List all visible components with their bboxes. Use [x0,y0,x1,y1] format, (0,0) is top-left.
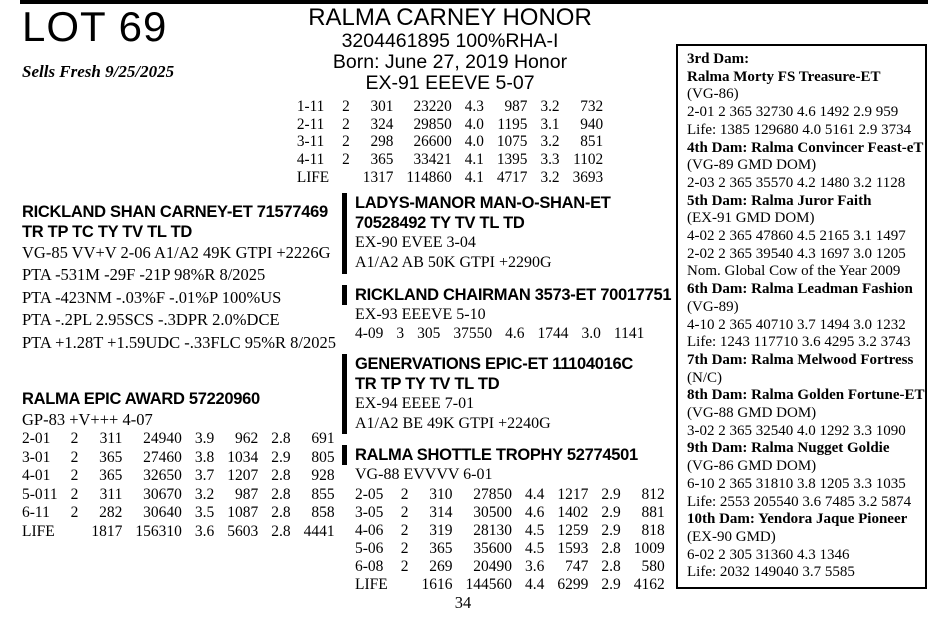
record-cell: 1259 [557,521,589,539]
record-cell: 30500 [473,503,512,521]
lactation-records-body [297,98,603,187]
record-cell: 35600 [473,539,512,557]
record-cell: 298 [370,133,394,151]
text-line: EX-94 EEEE 7-01 [355,394,475,412]
pedigree-block-dam-of-sire [342,285,672,343]
record-cell: 3 [396,324,405,342]
record-cell: 1317 [362,168,394,186]
record-cell: 4162 [633,575,665,593]
record-cell: 2.9 [601,575,621,593]
record-cell: 30640 [143,504,182,522]
record-cell: 324 [370,115,394,133]
text-line: PTA -.2PL 2.95SCS -.3DPR 2.0%DCE [22,310,280,330]
record-cell: 3693 [572,168,604,186]
text-line: 2-03 2 365 35570 4.2 1480 3.2 1128 [687,174,906,191]
record-cell: 2.9 [271,448,291,466]
animal-name: RALMA CARNEY HONOR [308,4,592,31]
text-line: 2-02 2 365 39540 4.3 1697 3.0 1205 [687,245,906,262]
record-cell: 2 [342,151,350,169]
record-cell: 855 [311,485,335,503]
born-line: Born: June 27, 2019 Honor [332,51,568,73]
record-cell: 2.8 [601,557,621,575]
record-cell: 6-08 [355,557,384,575]
record-cell: 2 [400,539,409,557]
sire-title [22,202,338,242]
record-cell: 2 [70,430,79,448]
record-row [297,98,603,116]
record-cell [58,523,79,542]
record-cell: 2 [400,521,409,539]
record-cell: 156310 [135,523,182,540]
record-cell: 2 [400,485,409,503]
animal-header [265,4,635,187]
record-cell: 1593 [557,539,589,557]
text-line: 10th Dam: Yendora Jaque Pioneer [687,511,908,528]
record-row [297,116,603,134]
text-line: (VG-88 GMD DOM) [687,405,817,422]
record-cell: 1009 [633,539,665,557]
text-line: 7th Dam: Ralma Melwood Fortress [687,351,914,368]
record-cell: 2 [342,98,350,115]
record-cell: 4.6 [505,324,525,342]
record-cell: 5-011 [22,485,58,503]
record-cell: 2 [400,503,409,521]
record-cell: 33421 [413,151,452,169]
text-line: RALMA EPIC AWARD 57220960 [22,390,260,409]
record-cell: 1817 [91,523,123,540]
record-cell: 2.9 [601,521,621,539]
text-line: RICKLAND SHAN CARNEY-ET 71577469 [22,203,328,221]
text-line: Life: 1243 117710 3.6 4295 3.2 3743 [687,334,911,351]
record-cell: 4.0 [464,115,484,133]
text-line: VG-88 EVVVV 6-01 [355,466,493,484]
text-line: 9th Dam: Ralma Nugget Goldie [687,440,890,457]
record-cell: 4.1 [464,151,484,169]
record-row [355,522,665,540]
record-cell: 3.2 [540,133,560,151]
pedigree-block-sire-of-sire [342,193,672,274]
text-line: Life: 1385 129680 4.0 5161 2.9 3734 [687,121,912,138]
record-cell: 2-05 [355,485,384,503]
record-cell: 2.8 [271,467,291,485]
dam-records-table [22,430,335,542]
record-cell: 4-01 [22,467,51,485]
record-cell: 2.8 [271,485,291,503]
record-cell: 732 [580,98,604,115]
record-cell: 2.8 [271,523,291,540]
record-cell: 691 [311,430,335,448]
record-cell: 3.1 [540,115,560,133]
record-cell: 812 [641,485,665,503]
text-line: (VG-89) [687,298,739,315]
text-line: (VG-86 GMD DOM) [687,458,817,475]
record-cell: 2 [70,467,79,485]
record-cell: 3-05 [355,503,384,521]
record-row [22,430,335,449]
text-line: 4-02 2 365 47860 4.5 2165 3.1 1497 [687,228,906,245]
record-cell: LIFE [22,523,55,540]
record-cell: 4.4 [524,485,545,503]
dam-records-body [22,430,335,542]
record-cell: 2-11 [296,115,325,133]
record-cell: 3.5 [194,504,215,522]
record-cell: 5603 [227,523,259,540]
text-line: 5th Dam: Ralma Juror Faith [687,192,872,209]
text-line: A1/A2 AB 50K GTPI +2290G [355,254,552,272]
maternal-line-box [676,44,927,589]
pedigree-title [355,193,672,233]
record-cell: 26600 [413,133,452,151]
text-line: 8th Dam: Ralma Golden Fortune-ET [687,387,925,404]
record-row [355,504,665,522]
record-cell: 1141 [613,324,645,342]
text-line: 6-10 2 365 31810 3.8 1205 3.3 1035 [687,475,906,492]
classification-line: EX-91 EEEVE 5-07 [365,72,535,94]
text-line: (EX-91 GMD DOM) [687,210,815,227]
record-cell: 2.9 [601,503,621,521]
record-cell: LIFE [296,168,330,186]
text-line: EX-93 EEEVE 5-10 [355,305,486,323]
record-cell: 2 [70,485,79,503]
lot-number: LOT 69 [22,3,168,50]
sire-details [22,242,338,354]
record-row [22,523,335,542]
record-cell: 4.4 [524,575,545,593]
record-cell: 3.6 [194,523,215,540]
pedigree-rest [355,305,672,343]
text-line: GP-83 +V+++ 4-07 [22,410,153,430]
pedigree-details [355,305,672,325]
text-line: A1/A2 BE 49K GTPI +2240G [355,415,551,433]
text-line: 4-10 2 365 40710 3.7 1494 3.0 1232 [687,316,906,333]
record-cell: 365 [429,539,453,557]
record-cell: 2.8 [271,430,291,448]
text-line: Nom. Global Cow of the Year 2009 [687,263,901,280]
pedigree-title [342,285,672,305]
record-cell: 4.5 [524,521,545,539]
record-row [22,467,335,486]
text-line: 3-02 2 365 32540 4.0 1292 3.3 1090 [687,422,906,439]
record-cell: 311 [99,485,123,503]
pedigree-records-body [355,486,665,594]
record-cell: 4.1 [464,168,484,186]
record-cell: 269 [429,557,453,575]
record-cell: 5-06 [355,539,384,557]
text-line: (EX-90 GMD) [687,528,776,545]
record-cell: 1195 [497,115,528,133]
record-cell: 858 [311,504,335,522]
record-cell: 3.2 [194,485,215,503]
record-cell [329,169,350,187]
pedigree-details [355,233,672,274]
record-cell: 4-09 [355,324,384,342]
text-line: (VG-89 GMD DOM) [687,157,817,174]
record-cell: 3-11 [296,133,325,151]
pedigree-records-body [355,325,644,343]
record-cell: 580 [641,557,665,575]
record-cell: 4-11 [296,151,325,169]
record-cell: 1102 [573,151,604,169]
record-cell: 1-11 [296,98,325,115]
record-cell: 20490 [473,557,512,575]
record-cell: 2 [342,133,350,151]
record-cell: 4.5 [524,539,545,557]
record-cell: 818 [641,521,665,539]
text-line: (VG-86) [687,86,739,103]
maternal-line-text [687,51,925,582]
pedigree-block-dam-of-dam [342,445,672,593]
text-line: RICKLAND CHAIRMAN 3573-ET 70017751 [355,285,672,304]
lot-header [22,4,174,82]
record-cell: 2-01 [22,430,51,448]
record-cell: 2 [70,448,79,466]
record-cell: 2.9 [601,485,621,503]
record-cell: 32650 [143,467,182,485]
text-line: VG-85 VV+V 2-06 A1/A2 49K GTPI +2226G [22,243,331,262]
record-row [355,325,644,343]
record-cell: 881 [641,503,665,521]
text-line: 6th Dam: Ralma Leadman Fashion [687,281,913,298]
record-cell: 1207 [227,467,259,485]
record-cell: 851 [580,133,604,151]
dam-title [22,389,338,409]
record-cell: 365 [99,467,123,485]
record-cell: 37550 [453,324,493,342]
text-line: (N/C) [687,369,722,386]
page-number: 34 [454,593,472,612]
record-cell: 2 [342,115,350,133]
record-cell: 1217 [557,485,589,503]
record-cell: 114860 [406,168,452,186]
record-cell: 1402 [557,503,589,521]
record-cell: 3-01 [22,448,51,466]
record-cell: 4.6 [524,503,545,521]
sells-fresh-note: Sells Fresh 9/25/2025 [22,62,175,81]
record-cell: 3.2 [540,168,560,186]
record-row [22,449,335,468]
lactation-records-table [297,98,603,187]
text-line: PTA -531M -29F -21P 98%R 8/2025 [22,265,266,285]
text-line: 3rd Dam: [687,51,750,67]
record-cell: 310 [429,485,453,503]
record-cell: 6-11 [22,504,50,522]
record-row [355,576,665,594]
sire-block [22,202,338,354]
record-cell: 928 [311,467,335,485]
pedigree-records-table [355,325,644,343]
record-cell: 3.9 [194,430,215,448]
pedigree-column [342,193,672,605]
pedigree-title [342,445,672,465]
pedigree-details [355,465,672,485]
record-cell: LIFE [355,575,388,593]
record-cell: 4717 [496,168,528,186]
text-line: EX-90 EVEE 3-04 [355,234,476,251]
record-cell: 23220 [413,98,452,115]
text-line: TR TP TY TV TL TD [355,374,500,393]
record-cell: 2.8 [601,539,621,557]
text-line: GENERVATIONS EPIC-ET 11104016C [355,354,634,373]
text-line: RALMA SHOTTLE TROPHY 52774501 [355,446,638,465]
text-line: TR TP TC TY TV TL TD [22,223,193,241]
record-cell: 6299 [557,575,589,593]
record-cell: 987 [234,485,259,503]
record-cell: 3.3 [540,151,560,169]
record-row [355,486,665,504]
record-cell: 27850 [473,485,512,503]
record-cell: 805 [311,448,335,466]
pedigree-details [355,394,672,435]
record-cell: 24940 [143,430,182,448]
text-line: 2-01 2 365 32730 4.6 1492 2.9 959 [687,104,899,121]
text-line: 6-02 2 305 31360 4.3 1346 [687,546,850,563]
dam-block [22,389,338,542]
record-cell: 314 [429,503,453,521]
record-cell: 305 [417,324,441,342]
registration-line: 3204461895 100%RHA-I [341,30,559,52]
pedigree-records-table [355,486,665,594]
record-cell: 3.8 [194,448,215,466]
record-cell: 4-06 [355,521,384,539]
left-column [22,202,338,542]
text-line: LADYS-MANOR MAN-O-SHAN-ET [355,194,611,212]
record-cell: 30670 [143,485,182,503]
dam-details [22,409,338,430]
pedigree-block-sire-of-dam [342,354,672,435]
text-line: 70528492 TY TV TL TD [355,214,525,232]
record-cell: 28130 [473,521,512,539]
text-line: PTA +1.28T +1.59UDC -.33FLC 95%R 8/2025 [22,332,337,352]
record-cell: 1395 [496,151,528,169]
record-row [297,151,603,169]
record-cell: 2 [400,557,409,575]
record-cell: 3.6 [524,557,545,575]
record-cell: 1087 [227,504,259,522]
record-row [355,540,665,558]
record-cell: 3.0 [581,324,601,342]
text-line: Life: 2032 149040 3.7 5585 [687,564,855,581]
record-row [22,504,335,523]
record-cell: 987 [504,98,528,115]
record-row [297,169,603,187]
record-row [355,558,665,576]
record-cell: 282 [99,504,123,522]
record-cell: 2.8 [271,504,291,522]
record-cell: 27460 [143,448,182,466]
record-cell: 2 [70,504,79,522]
record-cell: 365 [370,151,394,169]
record-row [22,486,335,505]
text-line: PTA -423NM -.03%F -.01%P 100%US [22,287,282,307]
text-line: 4th Dam: Ralma Convincer Feast-eT [687,139,924,156]
record-cell: 1744 [537,324,569,342]
record-cell: 319 [429,521,453,539]
record-cell: 940 [580,115,604,133]
record-cell: 1075 [496,133,528,151]
record-cell: 29850 [413,115,452,133]
text-line: Ralma Morty FS Treasure-ET [687,68,881,85]
record-row [297,133,603,151]
record-cell: 3.7 [194,467,215,485]
pedigree-title [355,354,672,394]
record-cell: 747 [565,557,589,575]
record-cell: 1034 [227,448,259,466]
record-cell [388,576,409,594]
record-cell: 4.3 [464,98,484,115]
record-cell: 144560 [465,575,512,593]
record-cell: 962 [234,430,259,448]
record-cell: 3.2 [540,98,560,115]
record-cell: 365 [99,448,123,466]
record-cell: 4441 [303,523,335,540]
record-cell: 311 [99,430,123,448]
record-cell: 1616 [421,575,453,593]
text-line: Life: 2553 205540 3.6 7485 3.2 5874 [687,493,912,510]
record-cell: 4.0 [464,133,484,151]
pedigree-rest [355,465,672,593]
record-cell: 301 [370,98,394,115]
